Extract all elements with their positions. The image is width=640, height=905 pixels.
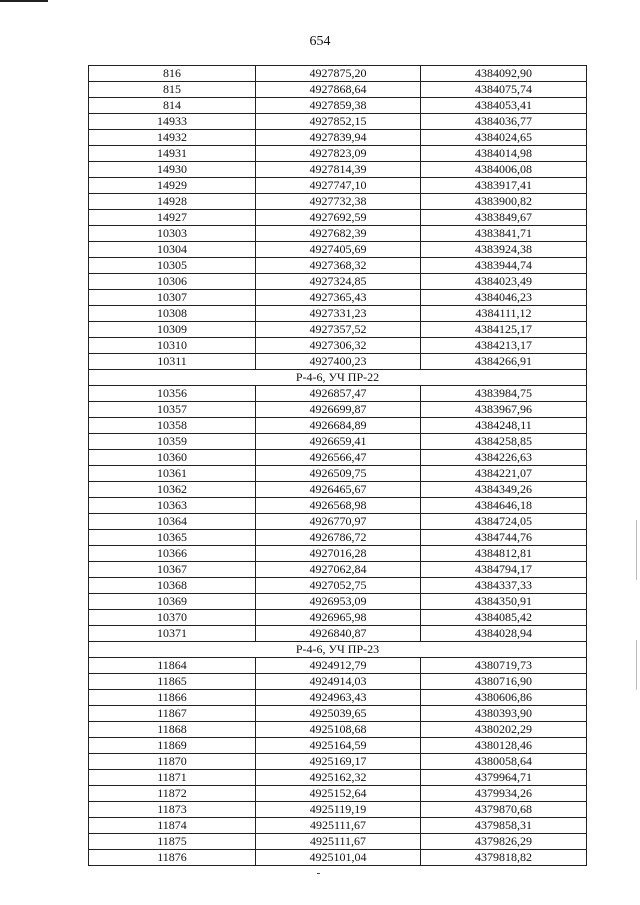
y-coordinate-cell: 4384744,76 bbox=[421, 530, 587, 546]
y-coordinate-cell: 4384350,91 bbox=[421, 594, 587, 610]
table-row bbox=[89, 674, 587, 690]
x-coordinate-cell: 4927306,32 bbox=[256, 338, 421, 354]
point-number-cell: 11865 bbox=[89, 674, 256, 690]
y-coordinate-cell: 4383924,38 bbox=[421, 242, 587, 258]
point-number-cell: 14931 bbox=[89, 146, 256, 162]
table-row bbox=[89, 98, 587, 114]
point-number-cell: 11874 bbox=[89, 818, 256, 834]
x-coordinate-cell: 4926770,97 bbox=[256, 514, 421, 530]
table-row bbox=[89, 66, 587, 82]
table-row bbox=[89, 770, 587, 786]
table-row bbox=[89, 722, 587, 738]
x-coordinate-cell: 4927016,28 bbox=[256, 546, 421, 562]
point-number-cell: 10308 bbox=[89, 306, 256, 322]
x-coordinate-cell: 4925111,67 bbox=[256, 818, 421, 834]
x-coordinate-cell: 4927405,69 bbox=[256, 242, 421, 258]
table-row bbox=[89, 498, 587, 514]
x-coordinate-cell: 4925162,32 bbox=[256, 770, 421, 786]
x-coordinate-cell: 4926659,41 bbox=[256, 434, 421, 450]
point-number-cell: 10368 bbox=[89, 578, 256, 594]
x-coordinate-cell: 4925152,64 bbox=[256, 786, 421, 802]
y-coordinate-cell: 4384213,17 bbox=[421, 338, 587, 354]
table-row bbox=[89, 226, 587, 242]
y-coordinate-cell: 4384075,74 bbox=[421, 82, 587, 98]
table-row bbox=[89, 690, 587, 706]
y-coordinate-cell: 4384221,07 bbox=[421, 466, 587, 482]
x-coordinate-cell: 4927868,64 bbox=[256, 82, 421, 98]
x-coordinate-cell: 4927875,20 bbox=[256, 66, 421, 82]
point-number-cell: 11868 bbox=[89, 722, 256, 738]
y-coordinate-cell: 4379870,68 bbox=[421, 802, 587, 818]
x-coordinate-cell: 4927368,32 bbox=[256, 258, 421, 274]
table-row bbox=[89, 706, 587, 722]
x-coordinate-cell: 4927692,59 bbox=[256, 210, 421, 226]
y-coordinate-cell: 4383917,41 bbox=[421, 178, 587, 194]
table-row bbox=[89, 402, 587, 418]
y-coordinate-cell: 4379826,29 bbox=[421, 834, 587, 850]
x-coordinate-cell: 4926684,89 bbox=[256, 418, 421, 434]
x-coordinate-cell: 4924914,03 bbox=[256, 674, 421, 690]
y-coordinate-cell: 4380606,86 bbox=[421, 690, 587, 706]
table-row bbox=[89, 610, 587, 626]
point-number-cell: 10311 bbox=[89, 354, 256, 370]
point-number-cell: 11870 bbox=[89, 754, 256, 770]
table-row bbox=[89, 322, 587, 338]
point-number-cell: 10370 bbox=[89, 610, 256, 626]
table-row bbox=[89, 482, 587, 498]
point-number-cell: 815 bbox=[89, 82, 256, 98]
x-coordinate-cell: 4925039,65 bbox=[256, 706, 421, 722]
section-header-row bbox=[89, 642, 587, 658]
x-coordinate-cell: 4927852,15 bbox=[256, 114, 421, 130]
table-row bbox=[89, 194, 587, 210]
y-coordinate-cell: 4384266,91 bbox=[421, 354, 587, 370]
x-coordinate-cell: 4927357,52 bbox=[256, 322, 421, 338]
table-row bbox=[89, 626, 587, 642]
point-number-cell: 14929 bbox=[89, 178, 256, 194]
point-number-cell: 14928 bbox=[89, 194, 256, 210]
y-coordinate-cell: 4384023,49 bbox=[421, 274, 587, 290]
x-coordinate-cell: 4926840,87 bbox=[256, 626, 421, 642]
page-number: 654 bbox=[309, 34, 331, 49]
y-coordinate-cell: 4384014,98 bbox=[421, 146, 587, 162]
point-number-cell: 10310 bbox=[89, 338, 256, 354]
point-number-cell: 11876 bbox=[89, 850, 256, 866]
point-number-cell: 10307 bbox=[89, 290, 256, 306]
table-row bbox=[89, 210, 587, 226]
point-number-cell: 10361 bbox=[89, 466, 256, 482]
point-number-cell: 10358 bbox=[89, 418, 256, 434]
y-coordinate-cell: 4384646,18 bbox=[421, 498, 587, 514]
table-row bbox=[89, 242, 587, 258]
y-coordinate-cell: 4380128,46 bbox=[421, 738, 587, 754]
point-number-cell: 10363 bbox=[89, 498, 256, 514]
table-row bbox=[89, 578, 587, 594]
x-coordinate-cell: 4925108,68 bbox=[256, 722, 421, 738]
y-coordinate-cell: 4384111,12 bbox=[421, 306, 587, 322]
table-row bbox=[89, 114, 587, 130]
point-number-cell: 10359 bbox=[89, 434, 256, 450]
y-coordinate-cell: 4384024,65 bbox=[421, 130, 587, 146]
x-coordinate-cell: 4925101,04 bbox=[256, 850, 421, 866]
y-coordinate-cell: 4384053,41 bbox=[421, 98, 587, 114]
table-row bbox=[89, 130, 587, 146]
x-coordinate-cell: 4927052,75 bbox=[256, 578, 421, 594]
table-row bbox=[89, 562, 587, 578]
point-number-cell: 10309 bbox=[89, 322, 256, 338]
coordinates-table-body bbox=[89, 66, 587, 866]
table-row bbox=[89, 82, 587, 98]
y-coordinate-cell: 4380716,90 bbox=[421, 674, 587, 690]
x-coordinate-cell: 4925164,59 bbox=[256, 738, 421, 754]
point-number-cell: 11869 bbox=[89, 738, 256, 754]
point-number-cell: 10303 bbox=[89, 226, 256, 242]
table-row bbox=[89, 450, 587, 466]
y-coordinate-cell: 4379818,82 bbox=[421, 850, 587, 866]
x-coordinate-cell: 4927839,94 bbox=[256, 130, 421, 146]
point-number-cell: 814 bbox=[89, 98, 256, 114]
point-number-cell: 10366 bbox=[89, 546, 256, 562]
scan-edge-mark bbox=[636, 640, 637, 690]
point-number-cell: 14933 bbox=[89, 114, 256, 130]
x-coordinate-cell: 4925111,67 bbox=[256, 834, 421, 850]
coordinates-table bbox=[88, 65, 587, 866]
x-coordinate-cell: 4927823,09 bbox=[256, 146, 421, 162]
x-coordinate-cell: 4927400,23 bbox=[256, 354, 421, 370]
table-row bbox=[89, 546, 587, 562]
point-number-cell: 10365 bbox=[89, 530, 256, 546]
point-number-cell: 10371 bbox=[89, 626, 256, 642]
x-coordinate-cell: 4926568,98 bbox=[256, 498, 421, 514]
x-coordinate-cell: 4927365,43 bbox=[256, 290, 421, 306]
point-number-cell: 10369 bbox=[89, 594, 256, 610]
x-coordinate-cell: 4927814,39 bbox=[256, 162, 421, 178]
y-coordinate-cell: 4384794,17 bbox=[421, 562, 587, 578]
x-coordinate-cell: 4926566,47 bbox=[256, 450, 421, 466]
y-coordinate-cell: 4384036,77 bbox=[421, 114, 587, 130]
x-coordinate-cell: 4927747,10 bbox=[256, 178, 421, 194]
y-coordinate-cell: 4384085,42 bbox=[421, 610, 587, 626]
table-row bbox=[89, 354, 587, 370]
table-row bbox=[89, 290, 587, 306]
y-coordinate-cell: 4384092,90 bbox=[421, 66, 587, 82]
table-row bbox=[89, 818, 587, 834]
table-row bbox=[89, 162, 587, 178]
y-coordinate-cell: 4384125,17 bbox=[421, 322, 587, 338]
x-coordinate-cell: 4927324,85 bbox=[256, 274, 421, 290]
y-coordinate-cell: 4379934,26 bbox=[421, 786, 587, 802]
point-number-cell: 11873 bbox=[89, 802, 256, 818]
point-number-cell: 10367 bbox=[89, 562, 256, 578]
point-number-cell: 11872 bbox=[89, 786, 256, 802]
table-row bbox=[89, 802, 587, 818]
x-coordinate-cell: 4926465,67 bbox=[256, 482, 421, 498]
point-number-cell: 10360 bbox=[89, 450, 256, 466]
x-coordinate-cell: 4924963,43 bbox=[256, 690, 421, 706]
section-title: Р-4-6, УЧ ПР-23 bbox=[89, 642, 587, 658]
point-number-cell: 10306 bbox=[89, 274, 256, 290]
y-coordinate-cell: 4384226,63 bbox=[421, 450, 587, 466]
x-coordinate-cell: 4926699,87 bbox=[256, 402, 421, 418]
table-row bbox=[89, 786, 587, 802]
x-coordinate-cell: 4926509,75 bbox=[256, 466, 421, 482]
point-number-cell: 11864 bbox=[89, 658, 256, 674]
y-coordinate-cell: 4384724,05 bbox=[421, 514, 587, 530]
table-row bbox=[89, 466, 587, 482]
y-coordinate-cell: 4380058,64 bbox=[421, 754, 587, 770]
y-coordinate-cell: 4383900,82 bbox=[421, 194, 587, 210]
y-coordinate-cell: 4380393,90 bbox=[421, 706, 587, 722]
table-row bbox=[89, 514, 587, 530]
table-row bbox=[89, 274, 587, 290]
point-number-cell: 10357 bbox=[89, 402, 256, 418]
scan-edge-mark bbox=[636, 520, 637, 580]
x-coordinate-cell: 4927062,84 bbox=[256, 562, 421, 578]
y-coordinate-cell: 4383944,74 bbox=[421, 258, 587, 274]
y-coordinate-cell: 4383849,67 bbox=[421, 210, 587, 226]
table-row bbox=[89, 418, 587, 434]
point-number-cell: 11866 bbox=[89, 690, 256, 706]
table-row bbox=[89, 738, 587, 754]
point-number-cell: 11875 bbox=[89, 834, 256, 850]
table-row bbox=[89, 338, 587, 354]
y-coordinate-cell: 4384337,33 bbox=[421, 578, 587, 594]
point-number-cell: 816 bbox=[89, 66, 256, 82]
point-number-cell: 10304 bbox=[89, 242, 256, 258]
y-coordinate-cell: 4384258,85 bbox=[421, 434, 587, 450]
point-number-cell: 11867 bbox=[89, 706, 256, 722]
x-coordinate-cell: 4926965,98 bbox=[256, 610, 421, 626]
table-row bbox=[89, 834, 587, 850]
table-row bbox=[89, 178, 587, 194]
x-coordinate-cell: 4926786,72 bbox=[256, 530, 421, 546]
point-number-cell: 11871 bbox=[89, 770, 256, 786]
table-row bbox=[89, 594, 587, 610]
y-coordinate-cell: 4384028,94 bbox=[421, 626, 587, 642]
y-coordinate-cell: 4383967,96 bbox=[421, 402, 587, 418]
point-number-cell: 10305 bbox=[89, 258, 256, 274]
point-number-cell: 14932 bbox=[89, 130, 256, 146]
x-coordinate-cell: 4926953,09 bbox=[256, 594, 421, 610]
x-coordinate-cell: 4927682,39 bbox=[256, 226, 421, 242]
section-header-row bbox=[89, 370, 587, 386]
y-coordinate-cell: 4384248,11 bbox=[421, 418, 587, 434]
point-number-cell: 10364 bbox=[89, 514, 256, 530]
x-coordinate-cell: 4927331,23 bbox=[256, 306, 421, 322]
table-row bbox=[89, 754, 587, 770]
x-coordinate-cell: 4927859,38 bbox=[256, 98, 421, 114]
point-number-cell: 14930 bbox=[89, 162, 256, 178]
table-row bbox=[89, 386, 587, 402]
x-coordinate-cell: 4926857,47 bbox=[256, 386, 421, 402]
x-coordinate-cell: 4925119,19 bbox=[256, 802, 421, 818]
y-coordinate-cell: 4379964,71 bbox=[421, 770, 587, 786]
table-row bbox=[89, 850, 587, 866]
table-row bbox=[89, 434, 587, 450]
table-row bbox=[89, 306, 587, 322]
table-row bbox=[89, 258, 587, 274]
y-coordinate-cell: 4384006,08 bbox=[421, 162, 587, 178]
y-coordinate-cell: 4384046,23 bbox=[421, 290, 587, 306]
point-number-cell: 14927 bbox=[89, 210, 256, 226]
y-coordinate-cell: 4383984,75 bbox=[421, 386, 587, 402]
x-coordinate-cell: 4925169,17 bbox=[256, 754, 421, 770]
x-coordinate-cell: 4924912,79 bbox=[256, 658, 421, 674]
point-number-cell: 10356 bbox=[89, 386, 256, 402]
y-coordinate-cell: 4384349,26 bbox=[421, 482, 587, 498]
scan-dot bbox=[317, 873, 320, 874]
y-coordinate-cell: 4379858,31 bbox=[421, 818, 587, 834]
corner-scan-mark bbox=[0, 0, 48, 2]
y-coordinate-cell: 4383841,71 bbox=[421, 226, 587, 242]
point-number-cell: 10362 bbox=[89, 482, 256, 498]
section-title: Р-4-6, УЧ ПР-22 bbox=[89, 370, 587, 386]
x-coordinate-cell: 4927732,38 bbox=[256, 194, 421, 210]
table-row bbox=[89, 530, 587, 546]
y-coordinate-cell: 4384812,81 bbox=[421, 546, 587, 562]
table-row bbox=[89, 658, 587, 674]
table-row bbox=[89, 146, 587, 162]
y-coordinate-cell: 4380719,73 bbox=[421, 658, 587, 674]
y-coordinate-cell: 4380202,29 bbox=[421, 722, 587, 738]
